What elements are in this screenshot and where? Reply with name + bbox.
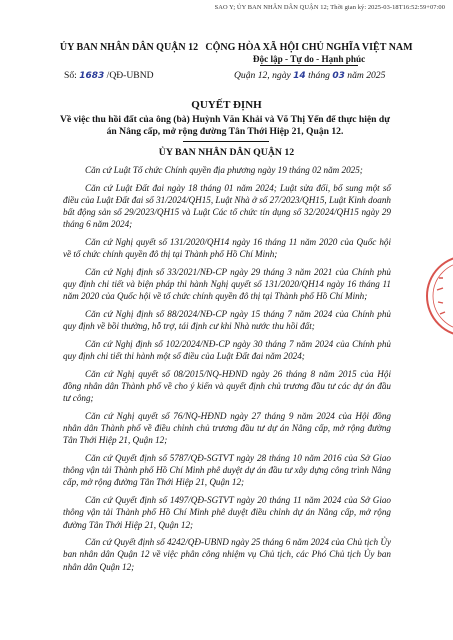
document-date (234, 70, 385, 81)
date-year: năm 2025 (344, 70, 386, 81)
date-day-handwritten: 14 (293, 71, 306, 81)
national-motto: Độc lập - Tự do - Hạnh phúc (252, 54, 366, 64)
legal-basis-paragraph: Căn cứ Quyết định số 1497/QĐ-SGTVT ngày 20 tháng 11 năm 2024 của Sở Giao thông vận tải Thành phố Hồ Chí Minh phê duyệt điều chỉnh dự án Nâng cấp, mở rộng đường Tân Thới Hiệp 21, Quận 12; (63, 495, 391, 530)
digital-copy-stamp: SAO Y; ỦY BAN NHÂN DÂN QUẬN 12; Thời gian ký: 2025-03-18T16:52:59+07:00 (214, 4, 445, 11)
legal-basis-paragraph: Căn cứ Luật Tổ chức Chính quyền địa phương ngày 19 tháng 02 năm 2025; (85, 165, 363, 175)
doc-number-prefix: Số: (64, 70, 80, 81)
legal-basis-paragraph: Căn cứ Quyết định số 5787/QĐ-SGTVT ngày 28 tháng 10 năm 2016 của Sở Giao thông vận tải Thành phố Hồ Chí Minh phê duyệt dự án đầu tư xây dựng công trình Nâng cấp, mở rộng đường Tân Thới Hiệp 21, Quận 12; (63, 453, 391, 488)
motto-underline (260, 65, 358, 66)
national-title-block (203, 42, 415, 66)
legal-basis-paragraph: Căn cứ Nghị quyết số 08/2015/NQ-HĐND ngày 26 tháng 8 năm 2015 của Hội đồng nhân dân Thành phố về cho ý kiến và quyết định chủ trương đầu tư các dự án đầu tư công; (63, 368, 391, 404)
doc-number-handwritten: 1683 (79, 71, 105, 81)
date-prefix: Quận 12, ngày (234, 70, 294, 81)
legal-basis-paragraph: Căn cứ Nghị quyết số 76/NQ-HĐND ngày 27 tháng 9 năm 2024 của Hội đồng nhân dân Thành phố về điều chỉnh chủ trương đầu tư dự án Nâng cấp, mở rộng đường Tân Thới Hiệp 21, Quận 12; (63, 410, 391, 446)
document-subject: Về việc thu hồi đất của ông (bà) Huỳnh Văn Khải và Võ Thị Yến để thực hiện dự án Nâng cấp, mở rộng đường Tân Thới Hiệp 21, Quận 12. (60, 114, 390, 138)
legal-basis-paragraph: Căn cứ Nghị định số 33/2021/NĐ-CP ngày 29 tháng 3 năm 2021 của Chính phủ quy định chi tiết và biện pháp thi hành Nghị quyết số 131/2020/QH14 ngày 16 tháng 11 năm 2020 của Quốc hội về tổ chức chính quyền đô thị tại Thành phố Hồ Chí Minh; (63, 266, 391, 302)
document-type-title: QUYẾT ĐỊNH (191, 99, 262, 111)
legal-basis-paragraph: Căn cứ Nghị quyết số 131/2020/QH14 ngày 16 tháng 11 năm 2020 của Quốc hội về tổ chức chính quyền đô thị tại Thành phố Hồ Chí Minh; (63, 237, 391, 260)
legal-basis-paragraph: Căn cứ Nghị định số 88/2024/NĐ-CP ngày 15 tháng 7 năm 2024 của Chính phủ quy định về bồi thường, hỗ trợ, tái định cư khi Nhà nước thu hồi đất; (63, 309, 391, 332)
legal-basis-paragraph: Căn cứ Nghị định số 102/2024/NĐ-CP ngày 30 tháng 7 năm 2024 của Chính phủ quy định chi tiết thi hành một số điều của Luật Đất đai năm 2024; (63, 338, 391, 362)
legal-bases (63, 164, 391, 578)
legal-basis-paragraph: Căn cứ Luật Đất đai ngày 18 tháng 01 năm 2024; Luật sửa đổi, bổ sung một số điều của Luật Đất đai số 31/2024/QH15, Luật Nhà ở số 27/2023/QH15, Luật Kinh doanh bất động sản số 29/2023/QH15 và Luật Các tổ chức tín dụng số 32/2024/QH15 ngày 29 tháng 6 năm 2024; (63, 182, 391, 230)
issuer-block (56, 42, 202, 53)
legal-basis-paragraph: Căn cứ Quyết định số 4242/QĐ-UBND ngày 25 tháng 6 năm 2024 của Chủ tịch Ủy ban nhân dân Quận 12 về việc phân công nhiệm vụ Chủ tịch, các Phó Chủ tịch Ủy ban nhân dân Quận 12; (63, 537, 391, 572)
date-month-handwritten: 03 (332, 71, 345, 81)
red-seal-stamp (425, 248, 453, 344)
subject-underline (183, 141, 269, 142)
doc-number-suffix: /QĐ-UBND (104, 70, 154, 81)
date-month-prefix: tháng (305, 70, 333, 81)
issuing-body: ỦY BAN NHÂN DÂN QUẬN 12 (158, 147, 295, 158)
document-number (64, 70, 154, 81)
issuer-name: ỦY BAN NHÂN DÂN QUẬN 12 (59, 42, 199, 53)
nation-name: CỘNG HÒA XÃ HỘI CHỦ NGHĨA VIỆT NAM (205, 42, 413, 53)
